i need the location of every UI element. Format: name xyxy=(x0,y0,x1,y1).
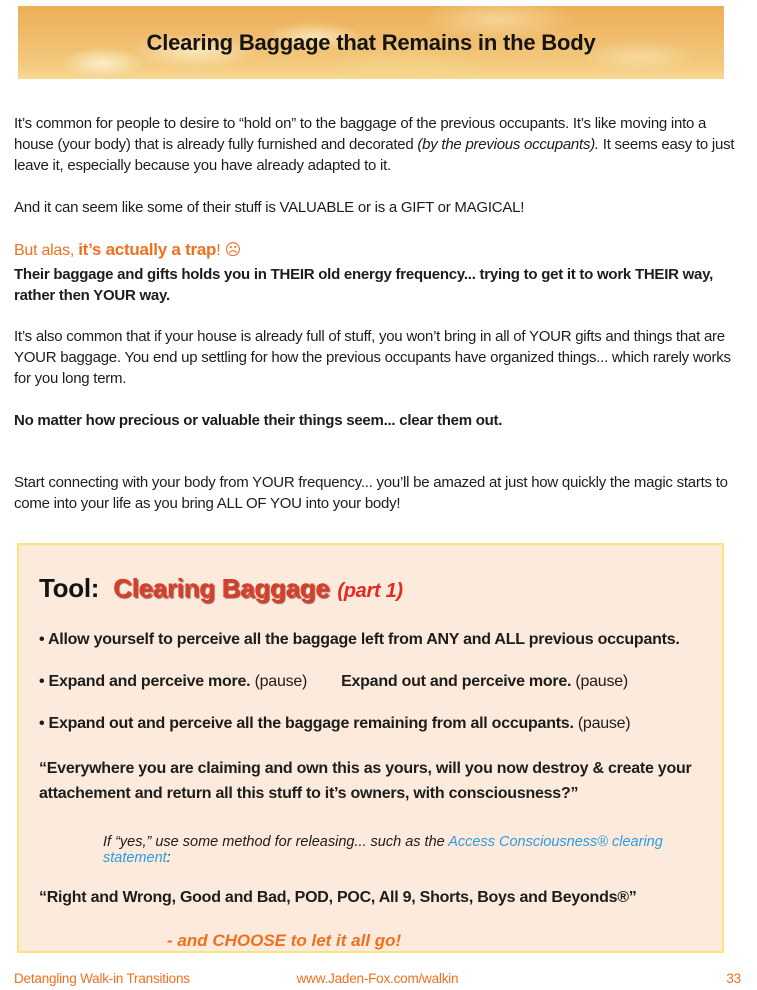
intro-text-italic: (by the previous occupants). xyxy=(417,136,599,153)
footer-page-number: 33 xyxy=(726,971,741,986)
clearing-statement-link[interactable]: Access Consciousness® clearing statement xyxy=(103,834,663,866)
tool-label: Tool: xyxy=(39,573,100,603)
also-common-paragraph: It’s also common that if your house is already full of stuff, you won’t bring in all of YOUR gifts and things that are YOUR baggage. You end up settling for how the previous occupants have organized things... which rarely works for you long term. xyxy=(14,328,731,387)
no-matter-paragraph: No matter how precious or valuable their things seem... clear them out. xyxy=(14,412,503,429)
tool-heading xyxy=(39,573,702,604)
but-alas-line xyxy=(14,239,742,261)
clearing-statement-text: “Right and Wrong, Good and Bad, POD, POC, All 9, Shorts, Boys and Beyonds®” xyxy=(39,889,637,906)
expand-text-2: Expand out and perceive more. xyxy=(341,673,572,690)
page-body xyxy=(14,113,742,514)
footer-document-title: Detangling Walk-in Transitions xyxy=(14,971,190,986)
release-text-1: If “yes,” use some method for releasing... such as the xyxy=(103,834,449,850)
pause-text-2: (pause) xyxy=(571,673,628,690)
page-title: Clearing Baggage that Remains in the Body xyxy=(146,29,596,55)
release-instruction-line xyxy=(103,828,702,888)
tool-bullet-expand-all xyxy=(39,714,702,733)
pause-text-1: (pause) xyxy=(250,673,308,690)
exclamation-text: ! xyxy=(216,242,225,259)
but-alas-text: But alas, xyxy=(14,242,79,259)
their-baggage-paragraph: Their baggage and gifts holds you in THEIR old energy frequency... trying to get it to work THEIR way, rather then YOUR way. xyxy=(14,266,714,304)
expand-all-text: • Expand out and perceive all the baggage remaining from all occupants. xyxy=(39,715,574,732)
intro-text-1: It’s common for people to desire to “hold on” to the baggage of the previous occupants. It’s like moving into a house (your body) that is already fully furnished and decorated xyxy=(14,115,707,153)
choose-line: - and CHOOSE to let it all go! xyxy=(167,931,402,950)
release-text-2: : xyxy=(166,850,171,866)
page-footer xyxy=(14,971,741,986)
tool-quote-paragraph: “Everywhere you are claiming and own this as yours, will you now destroy & create your attachement and return all this stuff to it’s owners, with consciousness?” xyxy=(39,760,692,802)
tool-part-label: (part 1) xyxy=(337,580,403,602)
page-header-banner xyxy=(18,6,724,79)
trap-text: it’s actually a trap xyxy=(78,240,217,259)
tool-box xyxy=(17,543,724,953)
valuable-paragraph: And it can seem like some of their stuff is VALUABLE or is a GIFT or MAGICAL! xyxy=(14,199,525,216)
pause-text-3: (pause) xyxy=(573,715,631,732)
intro-paragraph xyxy=(14,113,742,176)
expand-text-1: • Expand and perceive more. xyxy=(39,673,251,690)
footer-url: www.Jaden-Fox.com/walkin xyxy=(296,971,459,986)
tool-bullet-expand xyxy=(39,672,702,691)
intro-text-2: It seems easy to just leave it, especially because you have already adapted to it. xyxy=(14,136,735,174)
start-connecting-paragraph: Start connecting with your body from YOUR frequency... you’ll be amazed at just how quickly the magic starts to come into your life as you bring ALL OF YOU into your body! xyxy=(14,474,728,512)
tool-bullet-allow: • Allow yourself to perceive all the baggage left from ANY and ALL previous occupants. xyxy=(39,631,680,648)
frown-face-icon: ☹ xyxy=(224,242,242,259)
tool-title: Clearing Baggage xyxy=(113,573,330,603)
